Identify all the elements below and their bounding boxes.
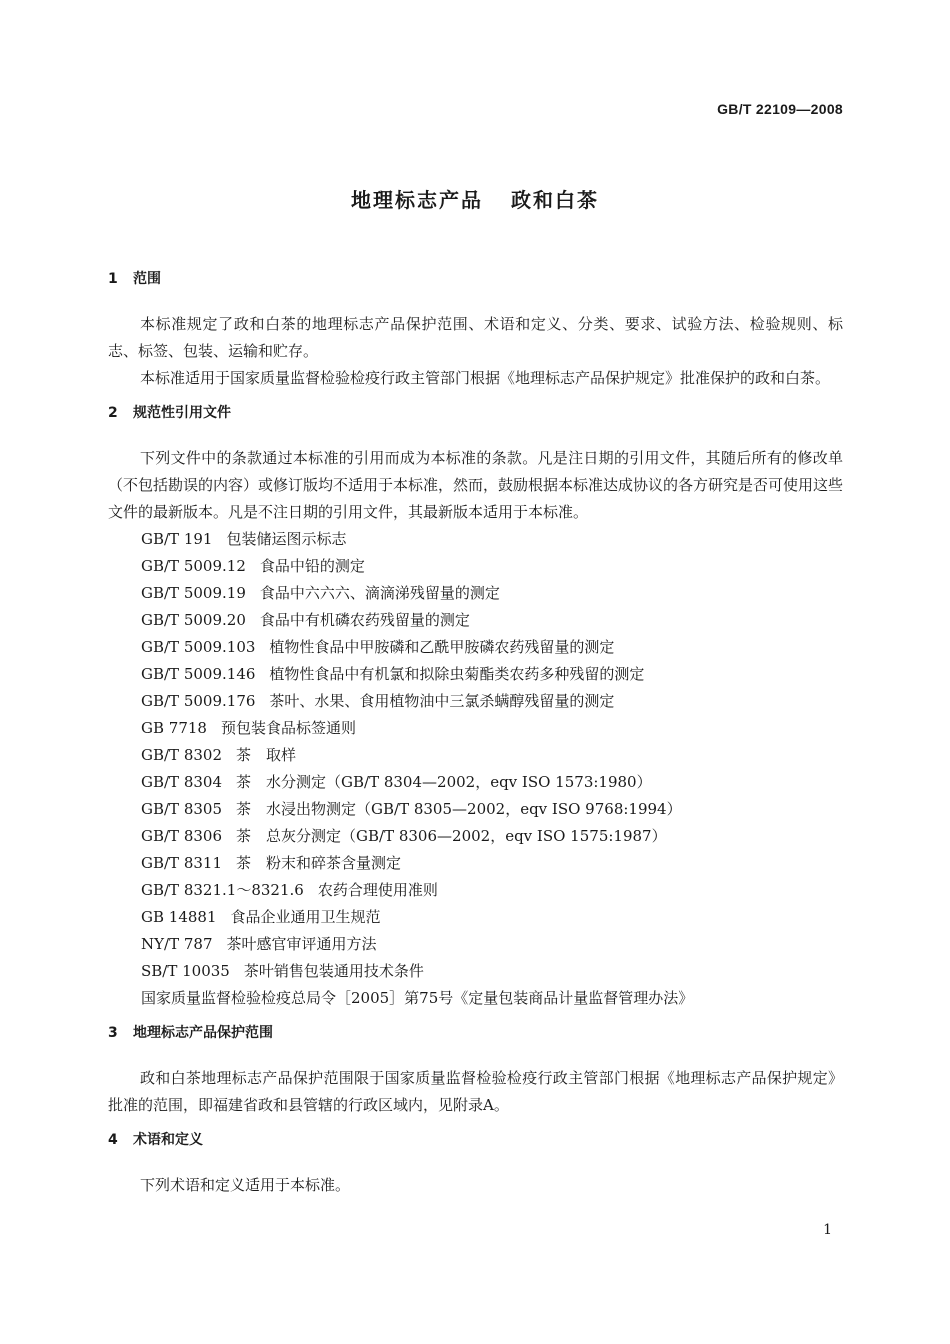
reference-item (108, 526, 843, 553)
reference-title: 茶叶感官审评通用方法 (226, 935, 377, 953)
reference-code: GB/T 191 (141, 530, 213, 548)
section-3-heading (108, 1020, 843, 1047)
title-part-1: 地理标志产品 (351, 188, 483, 212)
reference-item (108, 580, 843, 607)
reference-code: NY/T 787 (141, 935, 213, 953)
reference-title: 茶 取样 (236, 746, 297, 764)
section-number: 4 (108, 1132, 118, 1148)
reference-item (108, 688, 843, 715)
section-2-heading (108, 400, 843, 427)
reference-item (108, 796, 843, 823)
normative-reference-list (108, 526, 843, 1012)
document-body (108, 266, 843, 1199)
reference-item (108, 715, 843, 742)
reference-item (108, 904, 843, 931)
document-title (0, 184, 950, 213)
reference-code: GB/T 8306 (141, 827, 223, 845)
section-1-heading (108, 266, 843, 293)
reference-item (108, 850, 843, 877)
reference-code: GB/T 8321.1～8321.6 (141, 881, 304, 899)
section-1-paragraph-2: 本标准适用于国家质量监督检验检疫行政主管部门根据《地理标志产品保护规定》批准保护的政和白茶。 (140, 369, 831, 387)
reference-code: GB 14881 (141, 908, 217, 926)
reference-code: GB/T 5009.12 (141, 557, 246, 575)
reference-title: 茶叶销售包装通用技术条件 (243, 962, 424, 980)
reference-title: 茶 总灰分测定（GB/T 8306—2002，eqv ISO 1575:1987） (236, 827, 667, 845)
section-title: 规范性引用文件 (133, 405, 231, 421)
section-number: 1 (108, 271, 118, 287)
section-title: 术语和定义 (133, 1132, 203, 1148)
reference-title: 植物性食品中甲胺磷和乙酰甲胺磷农药残留量的测定 (269, 638, 615, 656)
reference-code: 国家质量监督检验检疫总局令［2005］第75号 (141, 989, 454, 1007)
reference-title: 预包装食品标签通则 (220, 719, 356, 737)
section-title: 范围 (133, 271, 161, 287)
reference-item (108, 931, 843, 958)
reference-item (108, 823, 843, 850)
reference-item (108, 958, 843, 985)
reference-code: GB/T 8305 (141, 800, 223, 818)
reference-code: GB/T 8304 (141, 773, 223, 791)
reference-title: 茶 水分测定（GB/T 8304—2002，eqv ISO 1573:1980） (236, 773, 652, 791)
reference-title: 食品中有机磷农药残留量的测定 (259, 611, 470, 629)
reference-title: 食品中六六六、滴滴涕残留量的测定 (259, 584, 500, 602)
section-3-paragraph: 政和白茶地理标志产品保护范围限于国家质量监督检验检疫行政主管部门根据《地理标志产品保护规定》批准的范围，即福建省政和县管辖的行政区域内，见附录A。 (108, 1069, 843, 1114)
reference-item (108, 607, 843, 634)
reference-item (108, 742, 843, 769)
page-number: 1 (823, 1222, 832, 1238)
reference-code: GB/T 5009.20 (141, 611, 246, 629)
reference-item (108, 985, 843, 1012)
reference-code: SB/T 10035 (141, 962, 230, 980)
reference-title: 食品企业通用卫生规范 (230, 908, 381, 926)
reference-code: GB/T 8311 (141, 854, 223, 872)
section-number: 3 (108, 1025, 118, 1041)
title-part-2: 政和白茶 (511, 188, 599, 212)
reference-title: 植物性食品中有机氯和拟除虫菊酯类农药多种残留的测定 (269, 665, 645, 683)
reference-title: 茶 粉末和碎茶含量测定 (236, 854, 402, 872)
reference-item (108, 634, 843, 661)
reference-code: GB/T 5009.146 (141, 665, 256, 683)
section-4-heading (108, 1127, 843, 1154)
reference-item (108, 877, 843, 904)
section-4-paragraph: 下列术语和定义适用于本标准。 (140, 1176, 351, 1194)
reference-item (108, 661, 843, 688)
reference-title: 茶 水浸出物测定（GB/T 8305—2002，eqv ISO 9768:1994） (236, 800, 682, 818)
reference-code: GB/T 5009.176 (141, 692, 256, 710)
section-1-paragraph-1: 本标准规定了政和白茶的地理标志产品保护范围、术语和定义、分类、要求、试验方法、检验规则、标志、标签、包装、运输和贮存。 (108, 315, 843, 360)
reference-code: GB/T 8302 (141, 746, 223, 764)
reference-title: 茶叶、水果、食用植物油中三氯杀螨醇残留量的测定 (269, 692, 615, 710)
reference-code: GB/T 5009.19 (141, 584, 246, 602)
reference-item (108, 553, 843, 580)
section-number: 2 (108, 405, 118, 421)
reference-title: 食品中铅的测定 (259, 557, 365, 575)
reference-title: 《定量包装商品计量监督管理办法》 (453, 989, 694, 1007)
standard-code: GB/T 22109—2008 (717, 101, 843, 117)
reference-code: GB 7718 (141, 719, 207, 737)
reference-code: GB/T 5009.103 (141, 638, 256, 656)
reference-item (108, 769, 843, 796)
reference-title: 包装储运图示标志 (226, 530, 347, 548)
reference-title: 农药合理使用准则 (317, 881, 438, 899)
section-title: 地理标志产品保护范围 (133, 1025, 273, 1041)
section-2-intro: 下列文件中的条款通过本标准的引用而成为本标准的条款。凡是注日期的引用文件，其随后所有的修改单（不包括勘误的内容）或修订版均不适用于本标准，然而，鼓励根据本标准达成协议的各方研究是否可使用这些文件的最新版本。凡是不注日期的引用文件，其最新版本适用于本标准。 (108, 449, 844, 521)
